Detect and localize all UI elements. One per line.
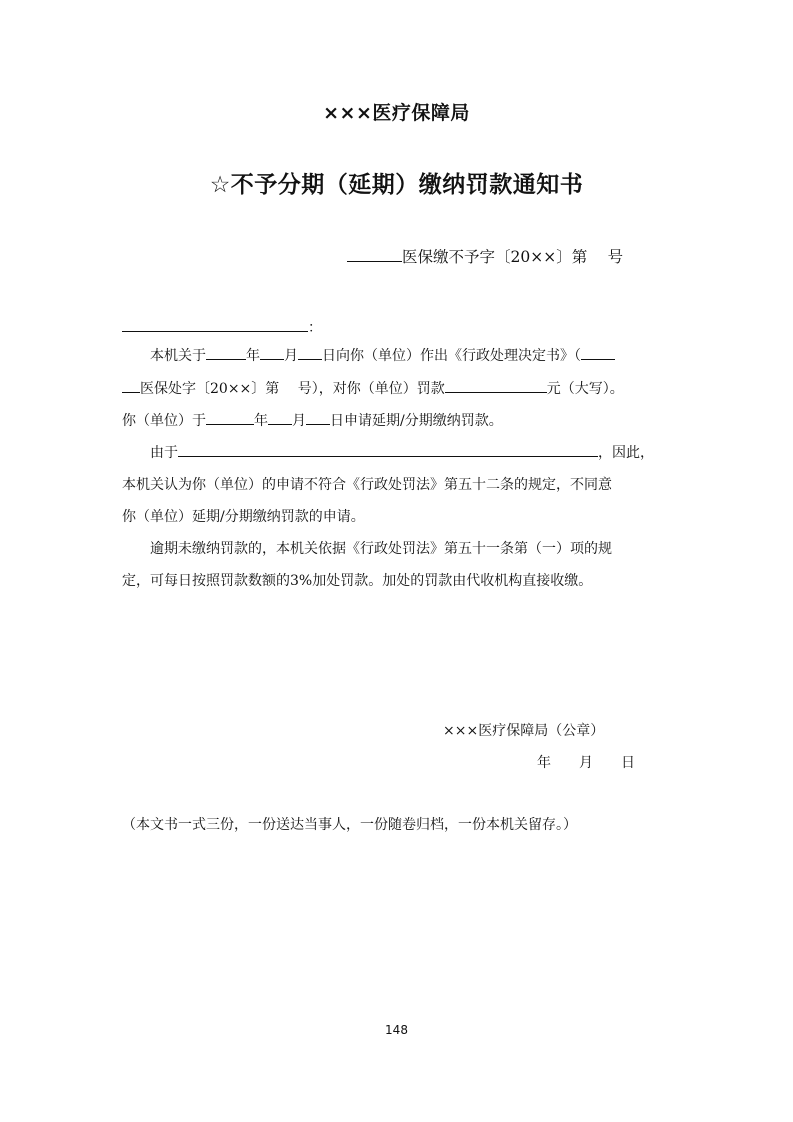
addressee-blank[interactable] [122, 317, 308, 332]
page-number: 148 [385, 1023, 408, 1037]
p1-fine-amount-blank[interactable] [445, 378, 547, 393]
p1-month-blank[interactable] [260, 345, 284, 360]
signature-date: 年 月 日 [537, 755, 635, 771]
p1-apply-month-label: 月 [292, 413, 306, 429]
paragraph-3-line-2: 定，可每日按照罚款数额的3%加处罚款。加处的罚款由代收机构直接收缴。 [122, 573, 593, 589]
issuing-agency-seal: ×××医疗保障局（公章） [443, 723, 605, 739]
p1-text-f: 日申请延期/分期缴纳罚款。 [330, 413, 503, 429]
issuing-agency-header: ×××医疗保障局 [323, 102, 470, 124]
document-number-prefix-blank[interactable] [347, 247, 402, 262]
p1-apply-month-blank[interactable] [268, 410, 292, 425]
copies-note: （本文书一式三份，一份送达当事人，一份随卷归档，一份本机关留存。） [122, 817, 577, 833]
paragraph-1-line-2 [122, 378, 624, 398]
addressee-line [122, 317, 322, 337]
p1-text-c: 医保处字〔20××〕第 号），对你（单位）罚款 [140, 381, 445, 397]
p1-apply-day-blank[interactable] [306, 410, 330, 425]
addressee-colon: ： [308, 320, 322, 336]
document-number-line [347, 245, 623, 267]
document-number-text: 医保缴不予字〔20××〕第 号 [402, 248, 624, 266]
p1-month-label: 月 [284, 348, 298, 364]
p2-text-a: 由于 [150, 445, 178, 461]
p1-text-e: 你（单位）于 [122, 413, 206, 429]
p1-year-blank[interactable] [206, 345, 246, 360]
p1-apply-year-blank[interactable] [206, 410, 254, 425]
p1-text-b: 日向你（单位）作出《行政处理决定书》（ [322, 348, 581, 364]
p1-text-a: 本机关于 [150, 348, 206, 364]
p1-apply-year-label: 年 [254, 413, 268, 429]
p1-day-blank[interactable] [298, 345, 322, 360]
p2-text-b: ，因此， [598, 445, 654, 461]
paragraph-2-line-1 [150, 442, 654, 462]
document-title: ☆不予分期（延期）缴纳罚款通知书 [209, 172, 584, 198]
p1-decision-prefix-blank[interactable] [581, 345, 615, 360]
p1-decision-prefix-blank-cont[interactable] [122, 378, 140, 393]
p1-text-d: 元（大写）。 [546, 381, 624, 397]
paragraph-2-line-3: 你（单位）延期/分期缴纳罚款的申请。 [122, 509, 365, 525]
paragraph-1-line-3 [122, 410, 503, 430]
p1-year-label: 年 [246, 348, 260, 364]
paragraph-3-line-1: 逾期未缴纳罚款的，本机关依据《行政处罚法》第五十一条第（一）项的规 [150, 541, 612, 557]
paragraph-2-line-2: 本机关认为你（单位）的申请不符合《行政处罚法》第五十二条的规定，不同意 [122, 477, 612, 493]
p2-reason-blank[interactable] [178, 442, 598, 457]
paragraph-1-line-1 [150, 345, 615, 365]
